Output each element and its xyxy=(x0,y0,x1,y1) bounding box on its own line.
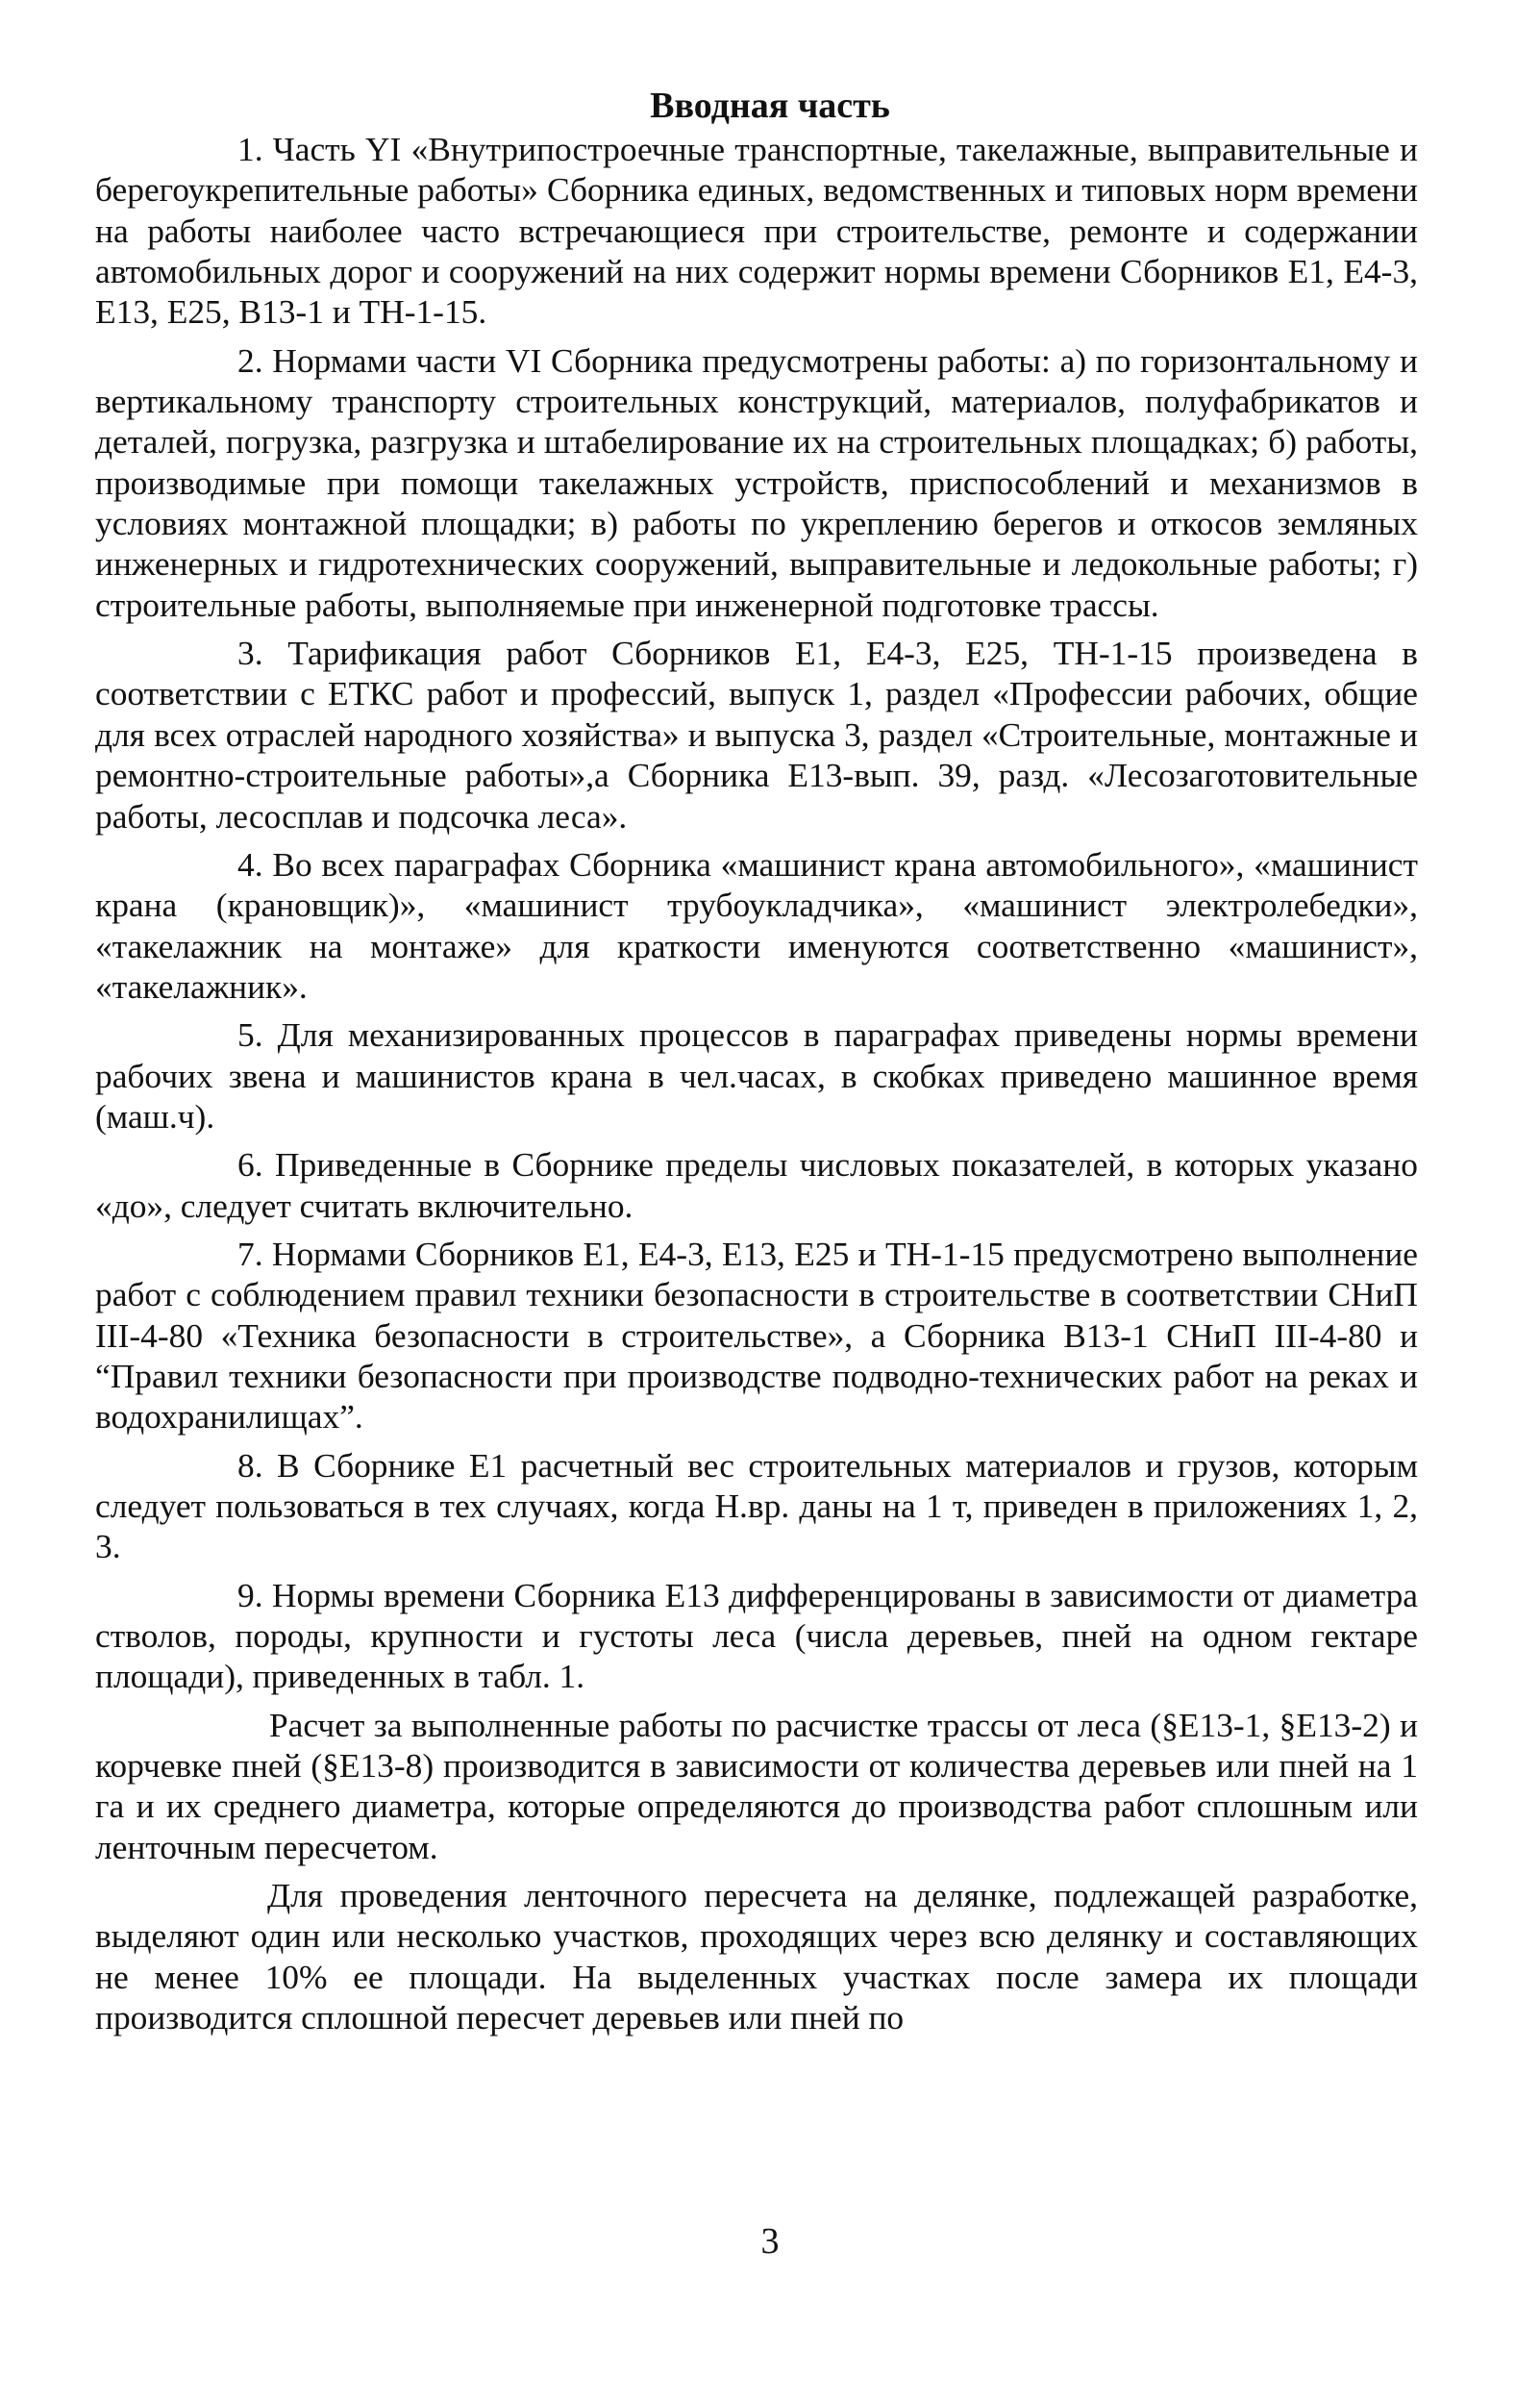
paragraph-5: 5. Для механизированных процессов в параграфах приведены нормы времени рабочих звена и машинистов крана в чел.часах, в скобках приведено машинное время (маш.ч). xyxy=(95,1015,1418,1136)
page-number: 3 xyxy=(760,2221,780,2262)
document-title: Вводная часть xyxy=(650,86,890,126)
paragraph-1: 1. Часть YI «Внутрипостроечные транспортные, такелажные, выправительные и берегоукрепительные работы» Сборника единых, ведомственных и типовых норм времени на работы наиболее часто встречающиеся при строительстве, ремонте и содержании автомобильных дорог и сооружений на них содержит нормы времени Сборников Е1, Е4-3, Е13, Е25, В13-1 и ТН-1-15. xyxy=(95,130,1418,332)
paragraph-7: 7. Нормами Сборников Е1, Е4-3, Е13, Е25 и ТН-1-15 предусмотрено выполнение работ с соблюдением правил техники безопасности в строительстве в соответствии СНиП III-4-80 «Техника безопасности в строительстве», а Сборника В13-1 СНиП III-4-80 и “Правил техники безопасности при производстве подводно-технических работ на реках и водохранилищах”. xyxy=(95,1234,1418,1437)
paragraph-9: 9. Нормы времени Сборника Е13 дифференцированы в зависимости от диаметра стволов, породы, крупности и густоты леса (числа деревьев, пней на одном гектаре площади), приведенных в табл. 1. xyxy=(95,1575,1418,1696)
paragraph-4: 4. Во всех параграфах Сборника «машинист крана автомобильного», «машинист крана (крановщик)», «машинист трубоукладчика», «машинист электролебедки», «такелажник на монтаже» для краткости именуются соответственно «машинист», «такелажник». xyxy=(95,844,1418,1006)
paragraph-6: 6. Приведенные в Сборнике пределы числовых показателей, в которых указано «до», следует считать включительно. xyxy=(95,1145,1418,1225)
paragraph-clearing-calculation: Расчет за выполненные работы по расчистке трассы от леса (§Е13-1, §Е13-2) и корчевке пней (§Е13-8) производится в зависимости от количества деревьев или пней на 1 га и их среднего диаметра, которые определяются до производства работ сплошным или ленточным пересчетом. xyxy=(95,1705,1418,1866)
paragraph-8: 8. В Сборнике Е1 расчетный вес строительных материалов и грузов, которым следует пользоваться в тех случаях, когда Н.вр. даны на 1 т, приведен в приложениях 1, 2, 3. xyxy=(95,1445,1418,1566)
document-body xyxy=(95,129,1418,2045)
paragraph-3: 3. Тарификация работ Сборников Е1, Е4-3, Е25, ТН-1-15 произведена в соответствии с ЕТКС работ и профессий, выпуск 1, раздел «Профессии рабочих, общие для всех отраслей народного хозяйства» и выпуска 3, раздел «Строительные, монтажные и ремонтно-строительные работы»,а Сборника Е13-вып. 39, разд. «Лесозаготовительные работы, лесосплав и подсочка леса». xyxy=(95,634,1418,836)
paragraph-strip-count: Для проведения ленточного пересчета на делянке, подлежащей разработке, выделяют один или несколько участков, проходящих через всю делянку и составляющих не менее 10% ее площади. На выделенных участках после замера их площади производится сплошной пересчет деревьев или пней по xyxy=(95,1876,1418,2037)
paragraph-2: 2. Нормами части VI Сборника предусмотрены работы: а) по горизонтальному и вертикальному транспорту строительных конструкций, материалов, полуфабрикатов и деталей, погрузка, разгрузка и штабелирование их на строительных площадках; б) работы, производимые при помощи такелажных устройств, приспособлений и механизмов в условиях монтажной площадки; в) работы по укреплению берегов и откосов земляных инженерных и гидротехнических сооружений, выправительные и ледокольные работы; г) строительные работы, выполняемые при инженерной подготовке трассы. xyxy=(95,340,1418,624)
